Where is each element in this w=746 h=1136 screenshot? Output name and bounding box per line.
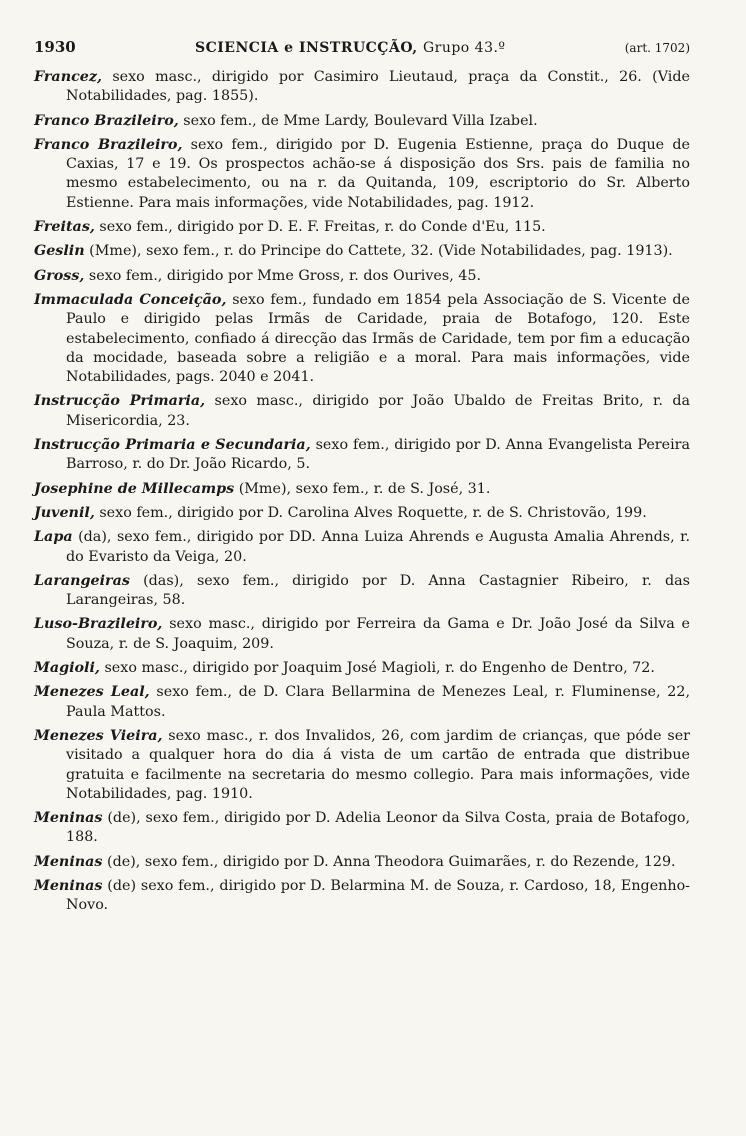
group-label: Grupo 43.º (422, 40, 506, 56)
entry-name: Franco Brazileiro, (34, 112, 179, 129)
entry-text: sexo fem., dirigido por D. Eugenia Estienne, praça do Duque de Caxias, 17 e 19. Os prospectos achão-se á disposição dos Srs. pais de familia no mesmo estabelecimento, ou na r. da Quitanda, 109, escriptorio do Sr. Alberto Estienne. Para mais informações, vide Notabilidades, pag. 1912. (66, 136, 690, 211)
list-item (34, 809, 690, 848)
entry-text: (Mme), sexo fem., r. do Principe do Cattete, 32. (Vide Notabilidades, pag. 1913). (89, 243, 673, 260)
list-item (34, 528, 690, 567)
list-item (34, 572, 690, 611)
entry-name: Lapa (34, 529, 73, 546)
entry-text: sexo fem., dirigido por Mme Gross, r. dos Ourives, 45. (88, 267, 482, 284)
list-item (34, 267, 690, 286)
list-item (34, 659, 690, 678)
entry-name: Juvenil, (34, 504, 95, 521)
running-title-text: SCIENCIA e INSTRUCÇÃO, (194, 40, 418, 56)
list-item (34, 392, 690, 431)
entry-name: Instrucção Primaria e Secundaria, (34, 437, 311, 454)
entry-name: Freitas, (34, 219, 95, 236)
entry-name: Meninas (34, 853, 103, 870)
page-header (34, 38, 690, 56)
list-item (34, 242, 690, 261)
article-reference: (art. 1702) (624, 41, 690, 55)
entry-text: (de), sexo fem., dirigido por D. Adelia Leonor da Silva Costa, praia de Botafogo, 188. (66, 810, 690, 846)
entry-text: sexo masc., dirigido por Joaquim José Magioli, r. do Engenho de Dentro, 72. (104, 660, 655, 677)
entry-text: (de) sexo fem., dirigido por D. Belarmina M. de Souza, r. Cardoso, 18, Engenho-Novo. (66, 877, 691, 914)
list-item (34, 683, 690, 722)
entry-text: sexo fem., de D. Clara Bellarmina de Menezes Leal, r. Fluminense, 22, Paula Mattos. (66, 684, 691, 720)
entry-name: Gross, (34, 267, 85, 284)
entry-text: (das), sexo fem., dirigido por D. Anna Castagnier Ribeiro, r. das Larangeiras, 58. (66, 572, 691, 609)
entry-text: sexo masc., dirigido por João Ubaldo de Freitas Brito, r. da Misericordia, 23. (66, 393, 690, 429)
list-item (34, 291, 690, 387)
entry-text: sexo fem., de Mme Lardy, Boulevard Villa Izabel. (183, 112, 538, 129)
entry-name: Francez, (34, 69, 102, 85)
entry-name: Magioli, (34, 660, 100, 677)
list-item (34, 136, 690, 213)
entry-text: sexo masc., dirigido por Ferreira da Gama e Dr. João José da Silva e Souza, r. de S. Joaquim, 209. (66, 616, 690, 652)
list-item (34, 504, 690, 523)
entry-text: sexo masc., r. dos Invalidos, 26, com jardim de crianças, que póde ser visitado a qualquer hora do dia á vista de um cartão de entrada que distribue gratuita e facilmente na secretaria do mesmo collegio. Para mais informações, vide Notabilidades, pag. 1910. (66, 727, 691, 802)
running-title (195, 40, 506, 56)
entry-text: (da), sexo fem., dirigido por DD. Anna Luiza Ahrends e Augusta Amalia Ahrends, r. do Evaristo da Veiga, 20. (66, 529, 690, 565)
list-item (34, 727, 690, 804)
list-item (34, 615, 690, 654)
entry-name: Larangeiras (34, 572, 130, 589)
entry-name: Instrucção Primaria, (34, 393, 206, 410)
entry-text: sexo fem., dirigido por D. Carolina Alves Roquette, r. de S. Christovão, 199. (99, 504, 647, 521)
entry-text: (Mme), sexo fem., r. de S. José, 31. (238, 480, 491, 497)
list-item (34, 480, 690, 499)
entry-text: sexo fem., dirigido por D. E. F. Freitas, r. do Conde d'Eu, 115. (99, 219, 546, 236)
entry-text: sexo masc., dirigido por Casimiro Lieutaud, praça da Constit., 26. (Vide Notabilidades, pag. 1855). (66, 69, 690, 105)
list-item (34, 218, 690, 237)
list-item (34, 877, 690, 916)
list-item (34, 853, 690, 872)
list-item (34, 68, 690, 107)
entry-name: Meninas (34, 810, 103, 827)
list-item (34, 112, 690, 131)
entry-list (34, 68, 690, 916)
entry-name: Menezes Vieira, (34, 727, 163, 744)
entry-text: sexo fem., dirigido por D. Anna Evangelista Pereira Barroso, r. do Dr. João Ricardo, 5. (66, 437, 691, 473)
entry-name: Geslin (34, 243, 85, 260)
list-item (34, 436, 690, 475)
page-number: 1930 (34, 38, 76, 56)
entry-name: Immaculada Conceição, (34, 291, 227, 308)
entry-name: Luso-Brazileiro, (34, 616, 163, 633)
entry-text: sexo fem., fundado em 1854 pela Associação de S. Vicente de Paulo e dirigido pelas Irmãs de Caridade, praia de Botafogo, 120. Este estabelecimento, confiado á direcção das Irmãs de Caridade, tem por fim a educação da mocidade, baseada sobre a religião e a moral. Para mais informações, vide Notabilidades, pags. 2040 e 2041. (66, 291, 691, 386)
entry-name: Meninas (34, 877, 103, 894)
entry-name: Josephine de Millecamps (34, 480, 235, 497)
entry-name: Menezes Leal, (34, 684, 150, 701)
entry-text: (de), sexo fem., dirigido por D. Anna Theodora Guimarães, r. do Rezende, 129. (107, 853, 676, 870)
entry-name: Franco Brazileiro, (34, 136, 183, 153)
